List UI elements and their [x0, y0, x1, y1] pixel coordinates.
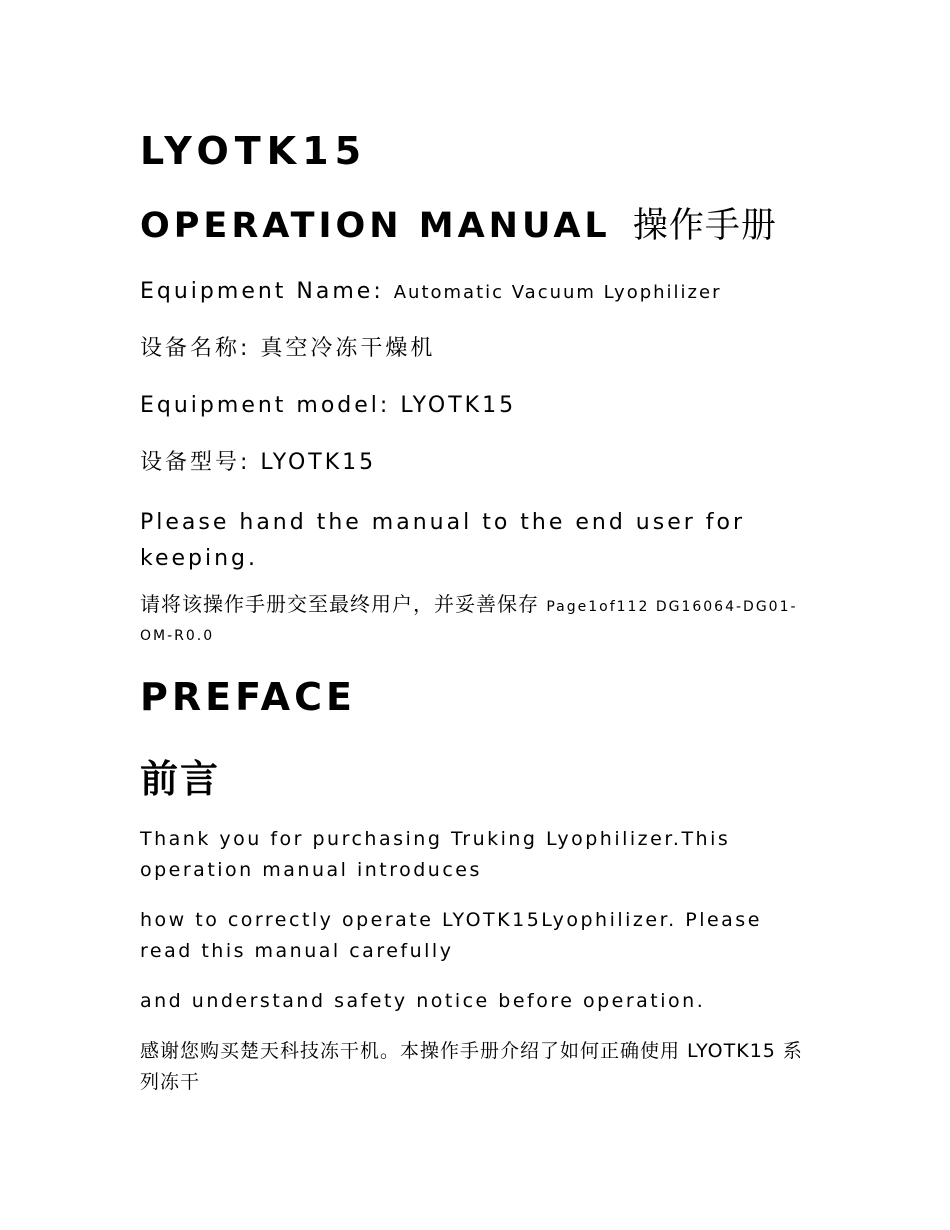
- preface-heading: PREFACE: [140, 675, 356, 719]
- equipment-model-en: Equipment model: LYOTK15: [140, 393, 517, 418]
- equipment-name-label: Equipment Name:: [140, 279, 384, 304]
- page-reference: Page1of112 DG16064-DG01-OM-R0.0: [140, 599, 798, 644]
- model-title: LYOTK15: [140, 129, 368, 173]
- handover-notice-cn-line: [140, 591, 820, 649]
- handover-notice-en: Please hand the manual to the end user for keeping.: [140, 510, 746, 571]
- manual-title-cn: 操作手册: [632, 206, 777, 246]
- equipment-model-cn: 设备型号: LYOTK15: [140, 450, 377, 475]
- preface-paragraph-cn: 感谢您购买楚天科技冻干机。本操作手册介绍了如何正确使用 LYOTK15 系列冻干: [140, 1040, 803, 1093]
- preface-paragraph-3: and understand safety notice before operation.: [140, 990, 706, 1012]
- equipment-name-line: [140, 277, 721, 308]
- manual-title: [140, 204, 777, 248]
- manual-title-en: OPERATION MANUAL: [140, 206, 611, 246]
- equipment-name-cn: 设备名称: 真空冷冻干燥机: [140, 336, 436, 361]
- preface-paragraph-2: how to correctly operate LYOTK15Lyophilizer. Please read this manual carefully: [140, 909, 762, 962]
- preface-heading-cn: 前言: [140, 757, 221, 801]
- preface-paragraph-1: Thank you for purchasing Truking Lyophilizer.This operation manual introduces: [140, 828, 731, 881]
- equipment-name-value: Automatic Vacuum Lyophilizer: [393, 282, 722, 303]
- handover-notice-cn: 请将该操作手册交至最终用户，并妥善保存: [140, 592, 539, 616]
